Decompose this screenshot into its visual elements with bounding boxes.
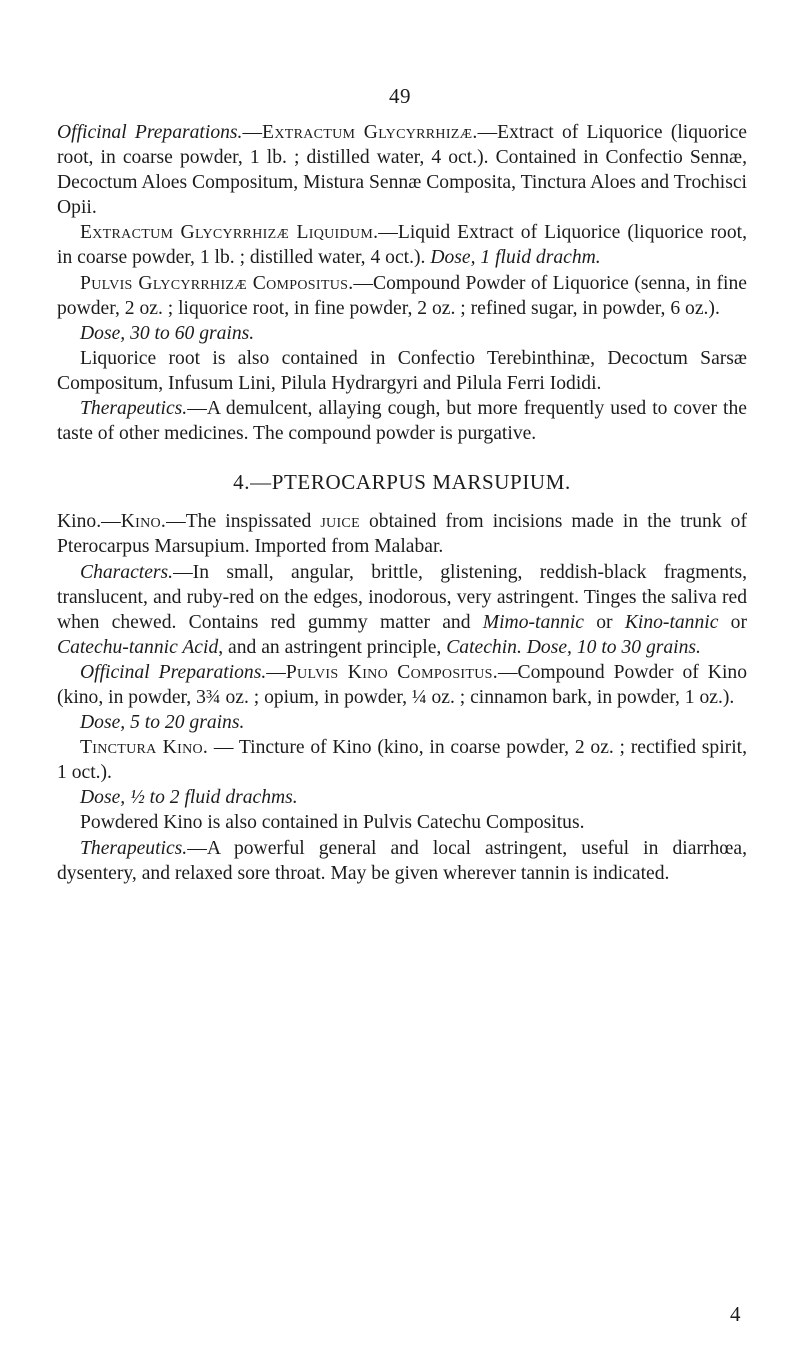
catechu-tannic-acid-term: Catechu-tannic Acid <box>57 636 219 658</box>
signature-mark: 4 <box>730 1302 741 1326</box>
officinal-preparations-label: Officinal Preparations. <box>57 122 243 143</box>
liquorice-also-contained: Liquorice root is also contained in Confectio Terebinthinæ, Decoctum Sarsæ Compositum, Infusum Lini, Pilula Hydrargyri and Pilula Ferri Iodidi. <box>57 347 747 394</box>
officinal-preparations-label-kino: Officinal Preparations. <box>80 661 267 683</box>
or-word-1: or <box>584 611 625 633</box>
extractum-liquidum-description: —Liquid Extract of Liquorice (liquorice root, in coarse powder, 1 lb. ; distilled water, 4 oct.). <box>57 222 747 269</box>
characters-label: Characters. <box>80 561 174 583</box>
characters-text-2: , and an astringent principle, <box>218 636 447 658</box>
extractum-liquidum-dose: Dose, 1 fluid drachm. <box>430 247 601 269</box>
or-word-2: or <box>718 611 747 633</box>
catechin-term: Catechin. <box>446 636 522 658</box>
dash: — <box>242 122 263 143</box>
therapeutics-label: Therapeutics. <box>80 398 188 420</box>
kino-name: Kino. <box>120 511 167 533</box>
pulvis-kino-description: —Compound Powder of Kino (kino, in powder, 3¾ oz. ; opium, in powder, ¼ oz. ; cinnamon bark, in powder, 1 oz.). <box>57 661 747 708</box>
pulvis-kino-dose <box>57 710 747 735</box>
extractum-glycyrrhizae-name: Extractum Glycyrrhizæ. <box>262 122 478 143</box>
kino-juice-word: juice <box>320 511 360 533</box>
dose-text-kino: Dose, 5 to 20 grains. <box>80 712 245 734</box>
kino-therapeutics <box>57 836 747 886</box>
section-heading-pterocarpus: 4.—PTEROCARPUS MARSUPIUM. <box>233 470 571 495</box>
kino-definition-text-1: —The inspissated <box>166 511 321 533</box>
therapeutics-text: —A demulcent, allaying cough, but more frequently used to cover the taste of other medicines. The compound powder is purgative. <box>57 398 747 445</box>
kino-dose: Dose, 10 to 30 grains. <box>521 636 701 658</box>
tinctura-kino-dose <box>57 785 747 810</box>
powdered-kino-contained: Powdered Kino is also contained in Pulvis Catechu Compositus. <box>80 812 585 834</box>
glycyrrhiza-extract-paragraph <box>57 120 747 220</box>
pulvis-glycyrrhizae-name: Pulvis Glycyrrhizæ Compositus. <box>80 272 354 294</box>
mimo-tannic-term: Mimo-tannic <box>482 611 584 633</box>
pulvis-kino-paragraph <box>57 660 747 710</box>
dash-kino: — <box>266 661 286 683</box>
page-body <box>57 120 747 886</box>
pulvis-glycyrrhizae-paragraph <box>57 271 747 321</box>
page-number: 49 <box>389 84 411 108</box>
therapeutics-label-kino: Therapeutics. <box>80 837 188 859</box>
tinctura-kino-name: Tinctura Kino. <box>80 737 209 759</box>
pulvis-glycyrrhizae-description: —Compound Powder of Liquorice (senna, in fine powder, 2 oz. ; liquorice root, in fine powder, 2 oz. ; refined sugar, in powder, 6 oz.). <box>57 272 747 319</box>
glycyrrhiza-therapeutics <box>57 396 747 446</box>
kino-tannic-term: Kino-tannic <box>624 611 719 633</box>
dose-text: Dose, 30 to 60 grains. <box>80 322 255 344</box>
tinctura-kino-description: — Tincture of Kino (kino, in coarse powder, 2 oz. ; rectified spirit, 1 oct.). <box>57 737 747 784</box>
pulvis-glycyrrhizae-dose <box>57 321 747 346</box>
tinctura-kino-paragraph <box>57 735 747 785</box>
dose-text-tinctura: Dose, ½ to 2 fluid drachms. <box>80 787 298 809</box>
pulvis-kino-name: Pulvis Kino Compositus. <box>285 661 498 683</box>
extractum-glycyrrhizae-description: —Extract of Liquorice (liquorice root, in coarse powder, 1 lb. ; distilled water, 4 oct.). Contained in Confectio Sennæ, Decoctum Aloes Compositum, Mistura Sennæ Composita, Tinctura Aloes and Trochisci Opii. <box>57 122 747 219</box>
kino-characters <box>57 560 747 660</box>
liquid-extract-paragraph <box>57 220 747 270</box>
kino-definition-text-2: obtained from incisions made in the trunk of Pterocarpus Marsupium. Imported from Malabar. <box>57 511 748 558</box>
extractum-liquidum-name: Extractum Glycyrrhizæ Liquidum. <box>80 222 379 244</box>
therapeutics-text-kino: —A powerful general and local astringent, useful in diarrhœa, dysentery, and relaxed sore throat. May be given wherever tannin is indicated. <box>57 837 747 884</box>
kino-definition <box>57 509 747 559</box>
characters-text-1: —In small, angular, brittle, glistening, reddish-black fragments, translucent, and ruby-red on the edges, inodorous, very astringent. Tinges the saliva red when chewed. Contains red gummy matter and <box>57 561 747 633</box>
kino-lead: Kino.— <box>57 511 121 533</box>
